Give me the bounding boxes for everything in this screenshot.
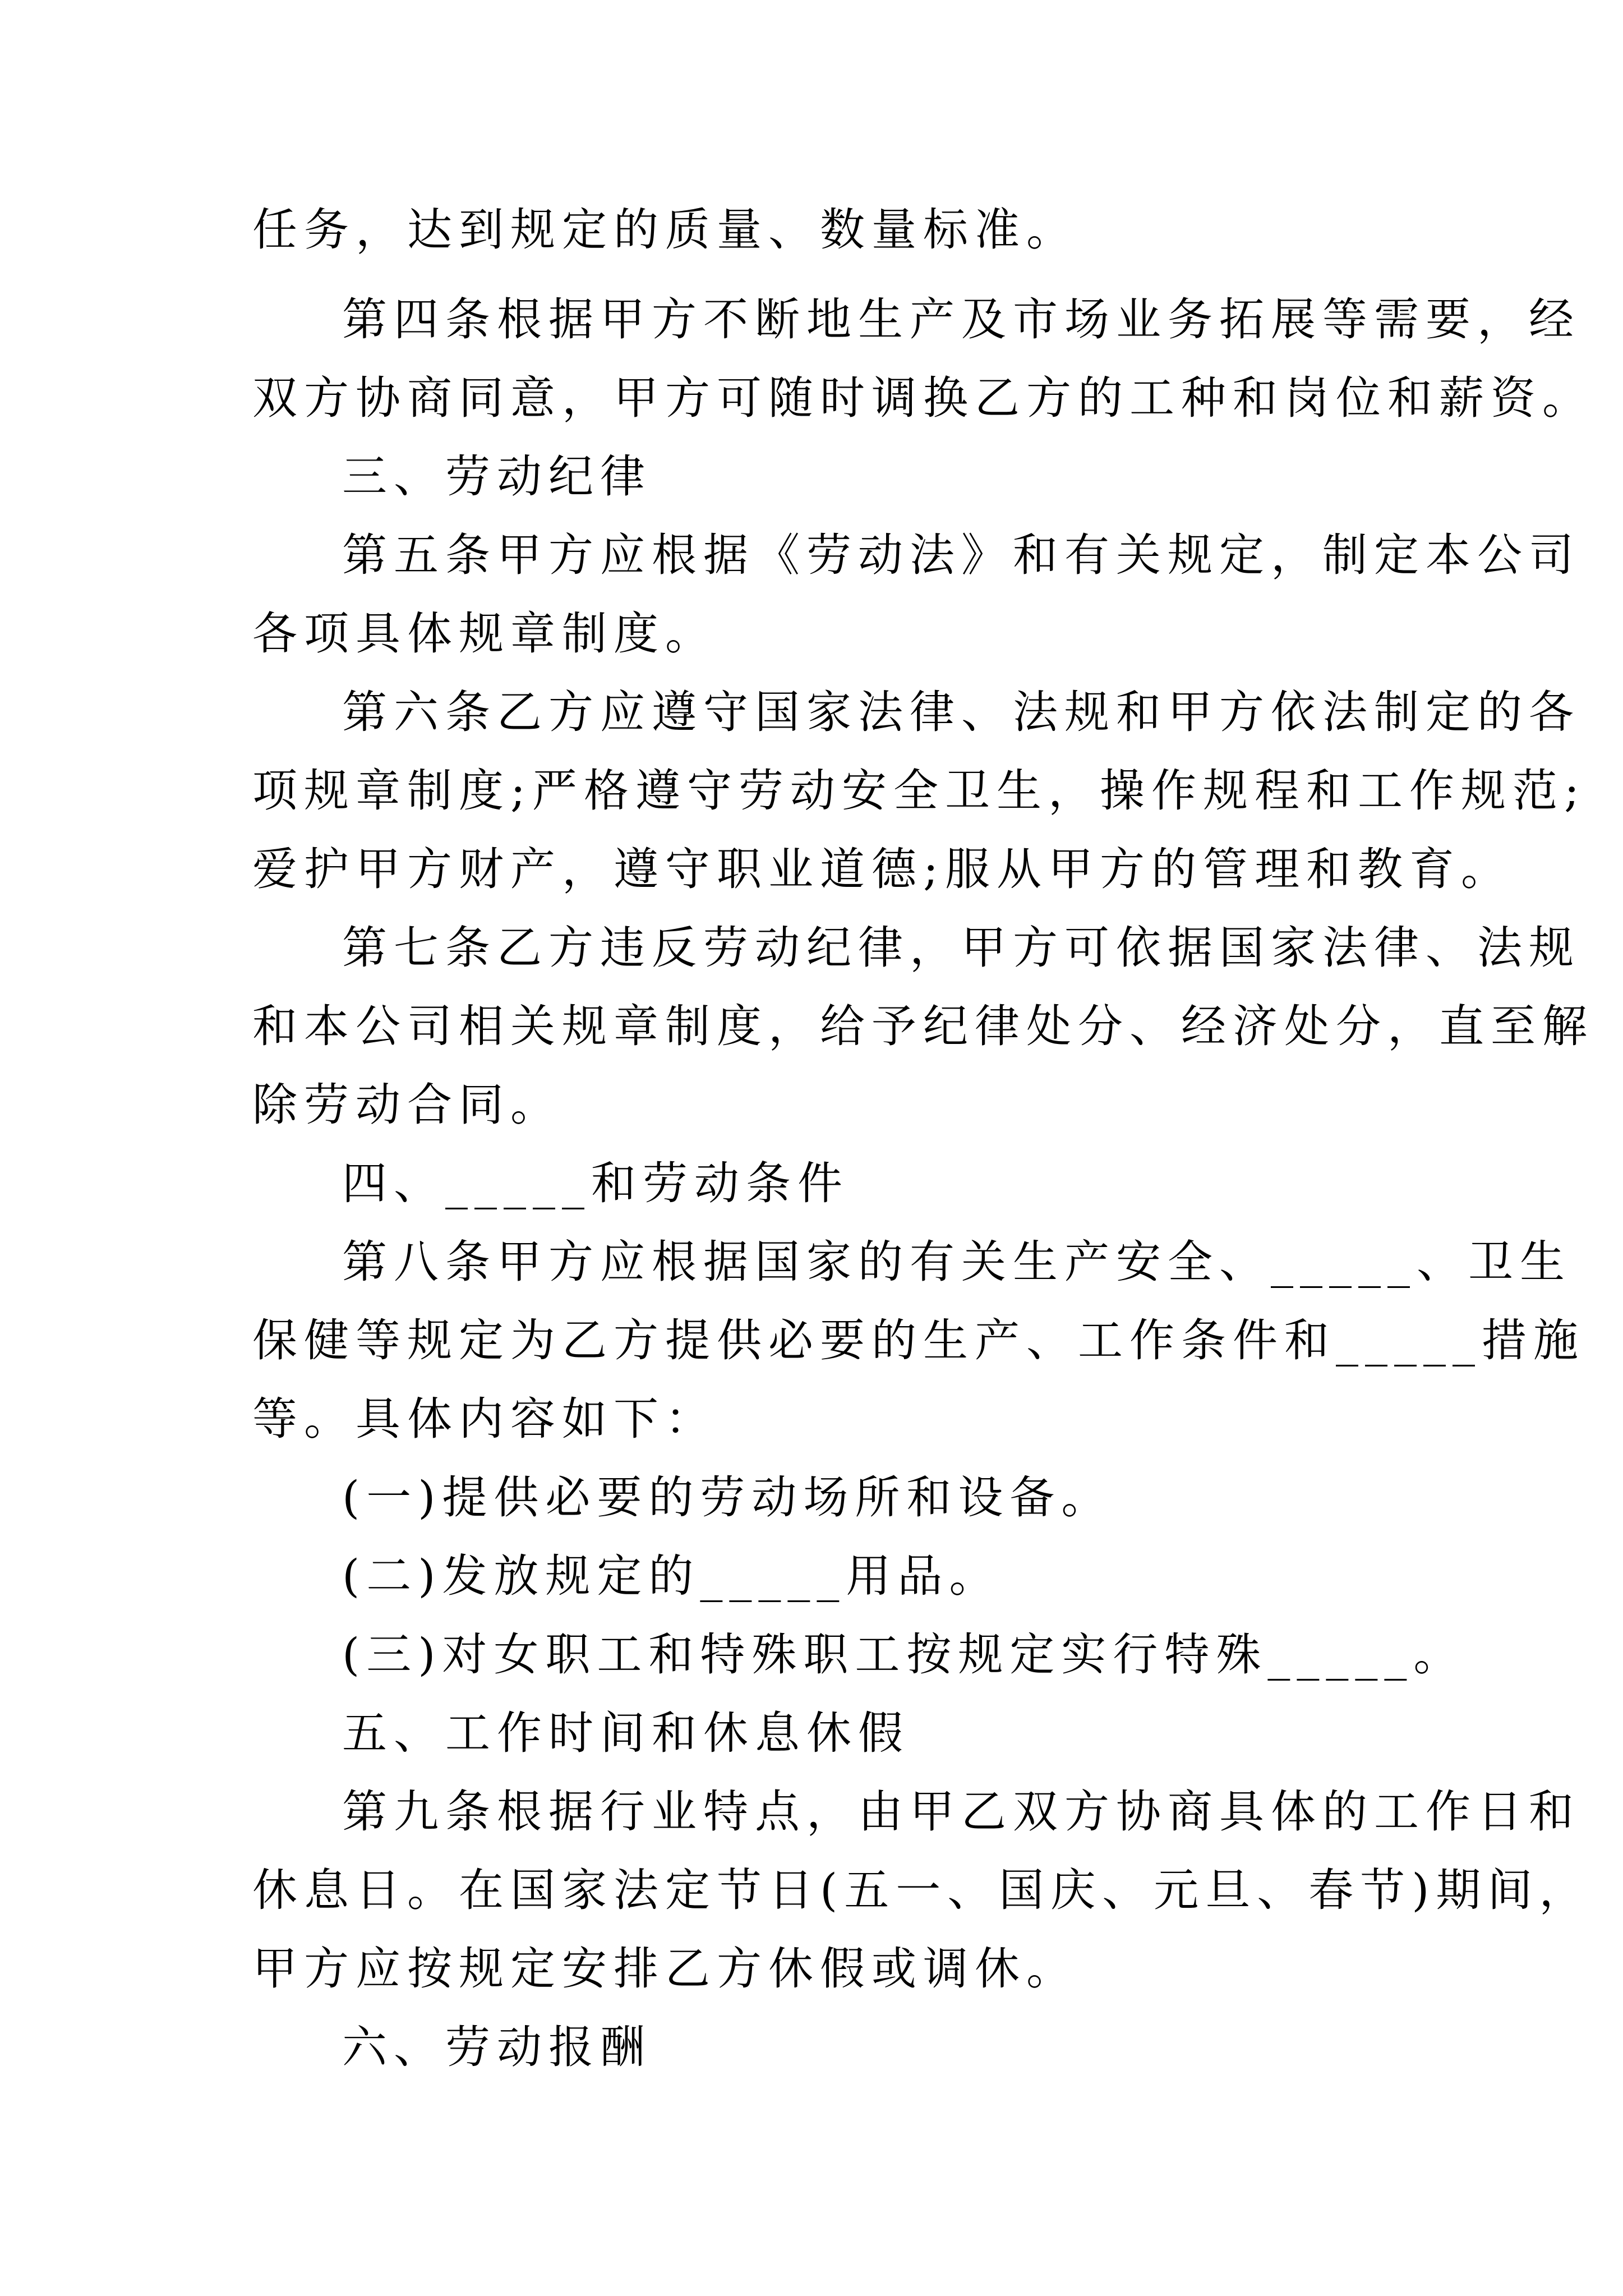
text-line: 除劳动合同。 <box>252 1079 562 1131</box>
text-line: 项规章制度;严格遵守劳动安全卫生，操作规程和工作规范; <box>252 765 1586 817</box>
text-line: 双方协商同意，甲方可随时调换乙方的工种和岗位和薪资。 <box>252 372 1594 424</box>
text-line: 第四条根据甲方不断地生产及市场业务拓展等需要，经 <box>342 293 1580 346</box>
text-line: 第八条甲方应根据国家的有关生产安全、_____、卫生 <box>342 1236 1571 1288</box>
list-item: (二)发放规定的_____用品。 <box>342 1550 1001 1602</box>
section-heading: 六、劳动报酬 <box>342 2021 652 2073</box>
text-line: 第九条根据行业特点，由甲乙双方协商具体的工作日和 <box>342 1786 1580 1838</box>
section-heading: 四、_____和劳动条件 <box>342 1157 849 1209</box>
section-heading: 三、劳动纪律 <box>342 450 652 503</box>
text-line: 任务，达到规定的质量、数量标准。 <box>252 204 1078 256</box>
text-line: 第六条乙方应遵守国家法律、法规和甲方依法制定的各 <box>342 686 1580 738</box>
text-line: 保健等规定为乙方提供必要的生产、工作条件和_____措施 <box>252 1314 1585 1366</box>
text-line: 甲方应按规定安排乙方休假或调休。 <box>252 1943 1078 1995</box>
text-line: 第五条甲方应根据《劳动法》和有关规定，制定本公司 <box>342 529 1580 581</box>
text-line: 等。具体内容如下： <box>252 1393 717 1445</box>
text-line: 各项具体规章制度。 <box>252 608 717 660</box>
text-line: 和本公司相关规章制度，给予纪律处分、经济处分，直至解 <box>252 1000 1594 1052</box>
section-heading: 五、工作时间和休息休假 <box>342 1707 910 1759</box>
text-line: 第七条乙方违反劳动纪律，甲方可依据国家法律、法规 <box>342 922 1580 974</box>
list-item: (一)提供必要的劳动场所和设备。 <box>342 1471 1113 1524</box>
list-item: (三)对女职工和特殊职工按规定实行特殊_____。 <box>342 1628 1465 1681</box>
text-line: 爱护甲方财产，遵守职业道德;服从甲方的管理和教育。 <box>252 843 1513 895</box>
text-line: 休息日。在国家法定节日(五一、国庆、元旦、春节)期间， <box>252 1864 1591 1916</box>
